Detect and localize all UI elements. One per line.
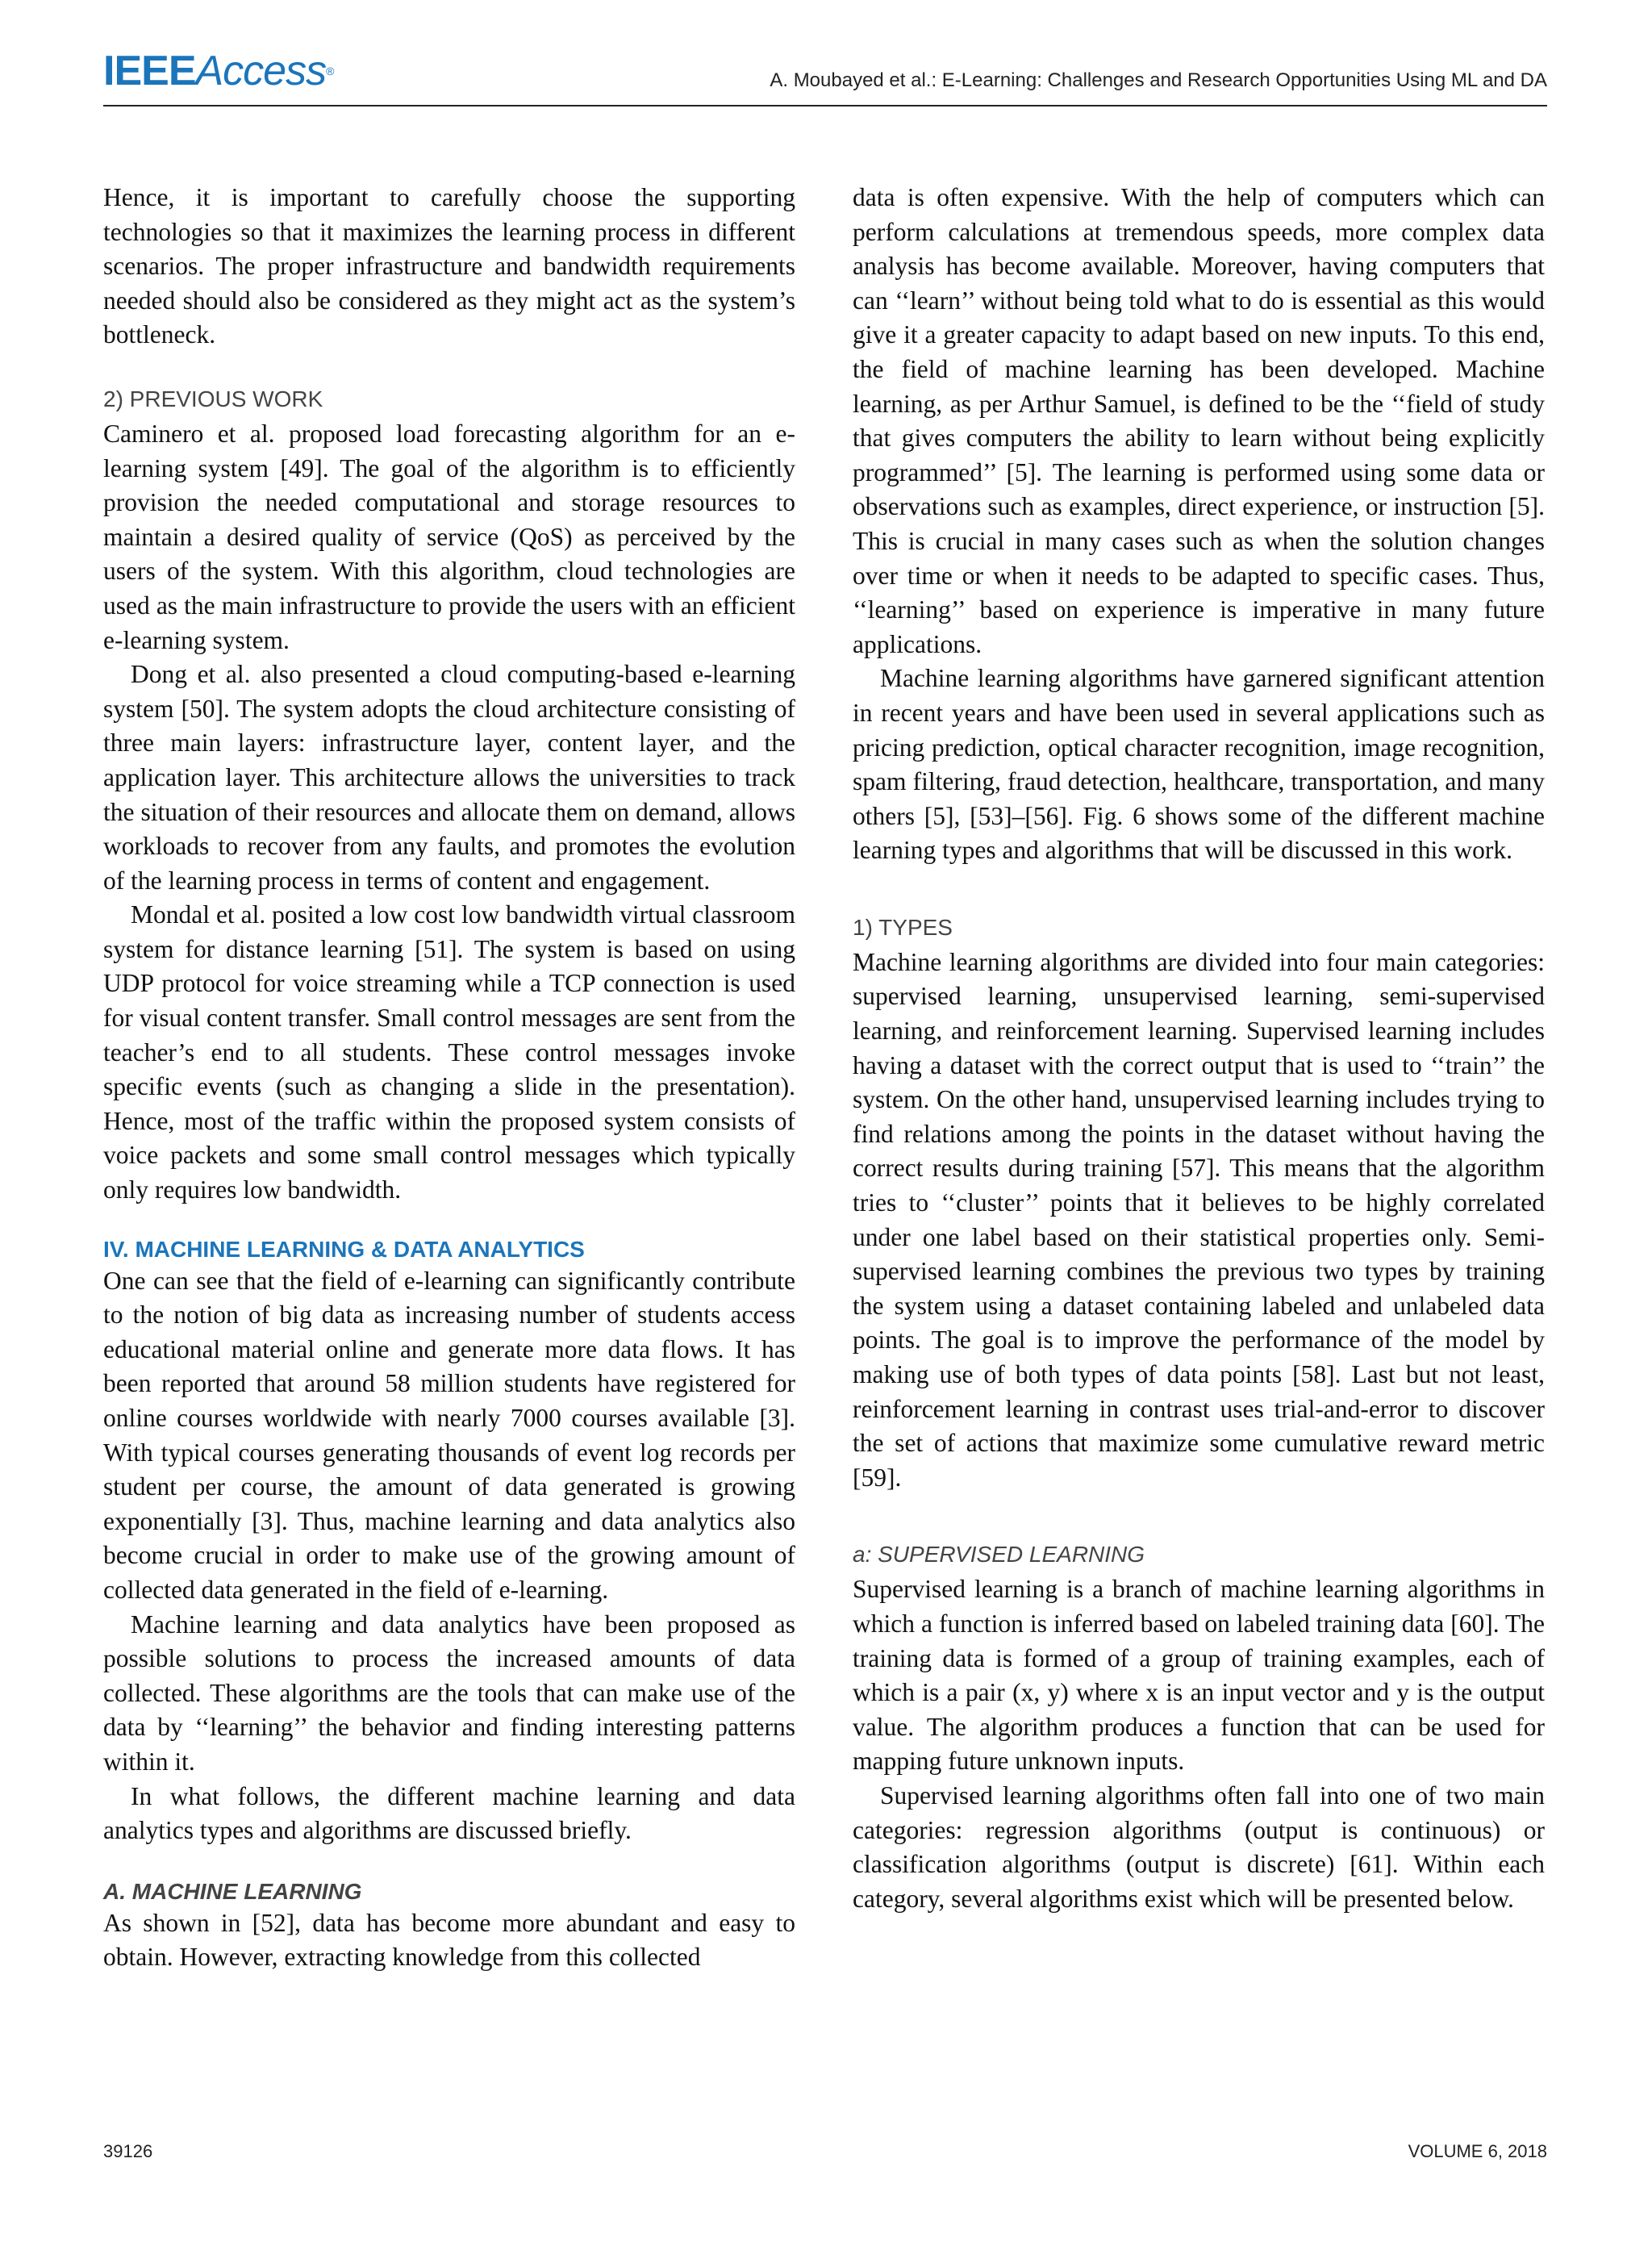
subsection-heading-machine-learning: A. MACHINE LEARNING bbox=[103, 1878, 362, 1904]
paragraph: Caminero et al. proposed load forecasting algorithm for an e-learning system [49]. The goal of the algorithm is to efficiently provision the needed computational and storage resources to maintain a desired quality of service (QoS) as perceived by the users of the system. With this algorithm, cloud technologies are used as the main infrastructure to provide the users with an efficient e-learning system. bbox=[103, 419, 795, 654]
paragraph: Mondal et al. posited a low cost low bandwidth virtual classroom system for distance learning [51]. The system is based on using UDP protocol for voice streaming while a TCP connection is used for visual content transfer. Small control messages are sent from the teacher’s end to all students. These control messages invoke specific events (such as changing a slide in the presentation). Hence, most of the traffic within the proposed system consists of voice packets and some small control messages which typically only requires low bandwidth. bbox=[103, 900, 795, 1204]
ieee-access-logo: IEEEAccess® bbox=[103, 48, 334, 94]
subsection-heading-previous-work: 2) PREVIOUS WORK bbox=[103, 386, 323, 411]
page-number: 39126 bbox=[103, 2141, 153, 2161]
paragraph: Supervised learning algorithms often fall into one of two main categories: regression algorithms (output is continuous) or classification algorithms (output is discrete) [61]. Within each category, several algorithms exist which will be presented below. bbox=[853, 1781, 1545, 1913]
left-column bbox=[103, 181, 795, 1975]
logo-access-text: Access bbox=[195, 48, 327, 94]
subsection-heading-types: 1) TYPES bbox=[853, 914, 953, 940]
logo-ieee-text: IEEE bbox=[103, 48, 196, 94]
paragraph: data is often expensive. With the help of computers which can perform calculations at tremendous speeds, more complex data analysis has become available. Moreover, having computers that can ‘‘learn’’ without being told what to do is essential as this would give it a greater capacity to adapt based on new inputs. To this end, the field of machine learning has been developed. Machine learning, as per Arthur Samuel, is defined to be the ‘‘field of study that gives computers the ability to learn without being explicitly programmed’’ [5]. The learning is performed using some data or observations such as examples, direct experience, or instruction [5]. This is crucial in many cases such as when the solution changes over time or when it needs to be adapted to specific cases. Thus, ‘‘learning’’ based on experience is imperative in many future applications. bbox=[853, 183, 1545, 658]
right-column bbox=[853, 181, 1545, 1916]
subsubsection-heading-supervised-learning: a: SUPERVISED LEARNING bbox=[853, 1542, 1145, 1568]
paragraph: In what follows, the different machine learning and data analytics types and algorithms are discussed briefly. bbox=[103, 1781, 795, 1845]
paragraph: Hence, it is important to carefully choose the supporting technologies so that it maximizes the learning process in different scenarios. The proper infrastructure and bandwidth requirements needed should also be considered as they might act as the system’s bottleneck. bbox=[103, 183, 795, 349]
paragraph: Dong et al. also presented a cloud computing-based e-learning system [50]. The system adopts the cloud architecture consisting of three main layers: infrastructure layer, content layer, and the application layer. This architecture allows the universities to track the situation of their resources and allocate them on demand, allows workloads to recover from any faults, and promotes the evolution of the learning process in terms of content and engagement. bbox=[103, 660, 795, 895]
paragraph: One can see that the field of e-learning can significantly contribute to the notion of big data as increasing number of students access educational material online and generate more data flows. It has been reported that around 58 million students have registered for online courses worldwide with nearly 7000 courses available [3]. With typical courses generating thousands of event log records per student per course, the amount of data generated is growing exponentially [3]. Thus, machine learning and data analytics also become crucial in order to make use of the growing amount of collected data generated in the field of e-learning. bbox=[103, 1266, 795, 1604]
paragraph: Machine learning algorithms have garnered significant attention in recent years and have been used in several applications such as pricing prediction, optical character recognition, image recognition, spam filtering, fraud detection, healthcare, transportation, and many others [5], [53]–[56]. Fig. 6 shows some of the different machine learning types and algorithms that will be discussed in this work. bbox=[853, 664, 1545, 865]
paragraph: Supervised learning is a branch of machine learning algorithms in which a function is inferred based on labeled training data [60]. The training data is formed of a group of training examples, each of which is a pair (x, y) where x is an input vector and y is the output value. The algorithm produces a function that can be used for mapping future unknown inputs. bbox=[853, 1575, 1545, 1776]
running-head: A. Moubayed et al.: E-Learning: Challenges and Research Opportunities Using ML and DA bbox=[770, 69, 1547, 91]
page-header bbox=[103, 47, 1547, 106]
paragraph: As shown in [52], data has become more abundant and easy to obtain. However, extracting knowledge from this collected bbox=[103, 1908, 795, 1972]
section-heading-iv: IV. MACHINE LEARNING & DATA ANALYTICS bbox=[103, 1236, 585, 1262]
volume-label: VOLUME 6, 2018 bbox=[1408, 2141, 1547, 2161]
paragraph: Machine learning and data analytics have been proposed as possible solutions to process the increased amounts of data collected. These algorithms are the tools that can make use of the data by ‘‘learning’’ the behavior and finding interesting patterns within it. bbox=[103, 1609, 795, 1776]
paragraph: Machine learning algorithms are divided into four main categories: supervised learning, unsupervised learning, semi-supervised learning, and reinforcement learning. Supervised learning includes having a dataset with the correct output that is used to ‘‘train’’ the system. On the other hand, unsupervised learning includes trying to find relations among the points in the dataset without having the correct results during training [57]. This means that the algorithm tries to ‘‘cluster’’ points that it believes to be highly correlated under one label based on their statistical properties only. Semi-supervised learning combines the previous two types by training the system using a dataset containing labeled and unlabeled data points. The goal is to improve the performance of the model by making use of both types of data points [58]. Last but not least, reinforcement learning in contrast uses trial-and-error to discover the set of actions that maximize some cumulative reward metric [59]. bbox=[853, 947, 1545, 1492]
